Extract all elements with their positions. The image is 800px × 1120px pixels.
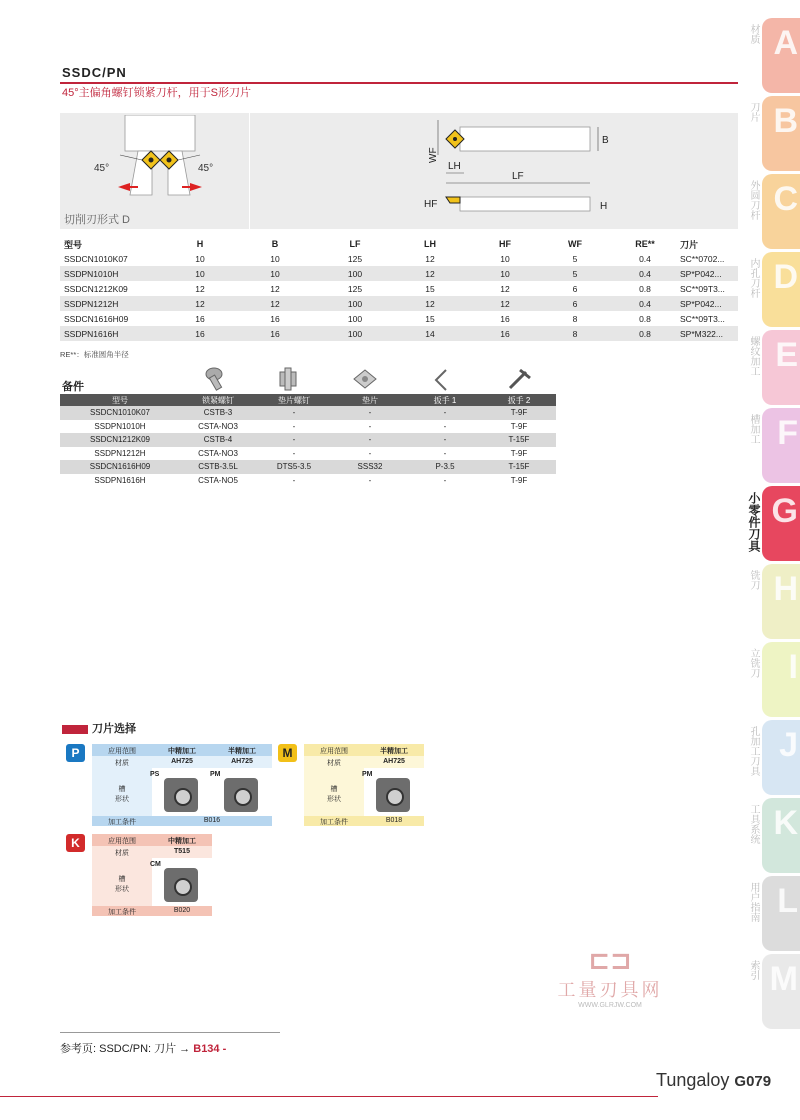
watermark bbox=[540, 945, 680, 1009]
shim-icon bbox=[352, 366, 378, 392]
table-row bbox=[60, 266, 738, 281]
label-condition: 加工条件 bbox=[320, 819, 348, 826]
cell-lf: 100 bbox=[320, 296, 390, 311]
side-tab-label: 内孔刀杆 bbox=[748, 258, 759, 298]
cell-clamp-screw: CSTA-NO5 bbox=[198, 475, 238, 485]
cell-h: 16 bbox=[170, 326, 230, 341]
dim-b: B bbox=[602, 135, 609, 146]
cell-hf: 12 bbox=[470, 296, 540, 311]
cell-lh: 12 bbox=[390, 266, 470, 281]
cell-wrench-1: - bbox=[408, 433, 482, 447]
cell-lh: 14 bbox=[390, 326, 470, 341]
cell-clamp-screw: CSTA-NO3 bbox=[198, 421, 238, 431]
brand-name: Tungaloy bbox=[656, 1070, 730, 1090]
cell-hf: 16 bbox=[500, 313, 510, 324]
cell-wrench-1: - bbox=[408, 406, 482, 420]
side-tab-label: 用户指南 bbox=[748, 882, 759, 922]
side-tab-h[interactable] bbox=[748, 564, 800, 639]
side-tab-label: 铣刀 bbox=[748, 570, 759, 590]
table-row bbox=[60, 281, 738, 296]
side-tab-label: 孔加工刀具 bbox=[748, 726, 759, 776]
hex-key-icon bbox=[430, 366, 454, 392]
brand-footer bbox=[656, 1070, 771, 1091]
cell-insert: SC**0702... bbox=[680, 253, 725, 264]
col-header: 垫片 bbox=[332, 394, 408, 406]
shim-screw-icon bbox=[276, 366, 300, 392]
insert-group-k bbox=[66, 834, 212, 918]
col-header: LH bbox=[424, 239, 436, 249]
side-tab-letter: L bbox=[777, 882, 798, 920]
cell-wrench-2: T-15F bbox=[482, 460, 556, 474]
side-tab-a[interactable] bbox=[748, 18, 800, 93]
col-header: 扳手 2 bbox=[482, 394, 556, 406]
cell-shim-screw: - bbox=[292, 421, 296, 431]
table-row bbox=[60, 296, 738, 311]
dim-wf: WF bbox=[428, 147, 439, 163]
cell-shim: - bbox=[368, 475, 372, 485]
cell-b: 16 bbox=[270, 313, 280, 324]
cell-hf: 12 bbox=[500, 283, 510, 294]
cell-b: 16 bbox=[230, 326, 320, 341]
cell-model: SSDPN1616H bbox=[94, 475, 146, 485]
table-row bbox=[60, 433, 556, 447]
col-header: 扳手 1 bbox=[408, 394, 482, 406]
cell-model: SSDCN1616H09 bbox=[60, 460, 180, 474]
side-tab-g[interactable] bbox=[747, 486, 800, 561]
reference-rule bbox=[60, 1032, 280, 1033]
cell-shim: - bbox=[368, 448, 372, 458]
table-header-row bbox=[60, 394, 556, 406]
cell-h: 10 bbox=[170, 266, 230, 281]
p-range-1: 中精加工 bbox=[168, 748, 196, 755]
insert-selection-heading bbox=[62, 720, 136, 736]
cell-wf: 8 bbox=[572, 313, 578, 324]
side-tab-f[interactable] bbox=[748, 408, 800, 483]
side-tab-label: 槽加工 bbox=[748, 414, 759, 444]
p-grade-1: AH725 bbox=[171, 758, 193, 765]
side-tab-label: 小零件刀具 bbox=[747, 492, 761, 552]
cell-shim-screw: DTS5-3.5 bbox=[256, 460, 332, 474]
p-grade-2: AH725 bbox=[231, 758, 253, 765]
cell-h: 12 bbox=[195, 283, 205, 294]
cell-lh: 12 bbox=[390, 296, 470, 311]
cell-wf: 5 bbox=[540, 266, 610, 281]
iso-m-badge: M bbox=[278, 744, 297, 762]
col-header: RE** bbox=[635, 239, 655, 249]
cell-shim: - bbox=[332, 406, 408, 420]
cell-wrench-2: T-15F bbox=[482, 433, 556, 447]
cell-model: SSDCN1010K07 bbox=[64, 253, 128, 264]
cell-wrench-1: - bbox=[443, 421, 447, 431]
cell-re: 0.4 bbox=[639, 253, 651, 264]
table-header-row bbox=[60, 237, 738, 251]
side-tab-m[interactable] bbox=[748, 954, 800, 1029]
k-condition: B020 bbox=[173, 907, 191, 914]
cell-wf: 6 bbox=[572, 283, 578, 294]
cell-model: SSDCN1212K09 bbox=[60, 433, 180, 447]
insert-image-cm bbox=[164, 868, 198, 902]
col-header: LF bbox=[349, 239, 361, 249]
dim-lf: LF bbox=[512, 171, 524, 182]
table-row bbox=[60, 311, 738, 326]
cell-lh: 12 bbox=[425, 253, 435, 264]
side-tab-letter: C bbox=[773, 180, 798, 218]
label-chipbreaker: 槽 形状 bbox=[115, 786, 129, 803]
watermark-logo-icon: ⊏⊐ bbox=[588, 945, 632, 975]
side-tab-i[interactable] bbox=[748, 642, 800, 717]
side-tab-letter: E bbox=[775, 336, 798, 374]
side-tab-j[interactable] bbox=[748, 720, 800, 795]
holder-dimension-drawing bbox=[420, 115, 660, 225]
p-chip-2: PM bbox=[210, 771, 221, 778]
label-range: 应用范围 bbox=[108, 748, 136, 755]
cell-shim: - bbox=[332, 433, 408, 447]
cell-hf: 10 bbox=[500, 253, 510, 264]
cell-model: SSDPN1010H bbox=[94, 421, 146, 431]
cell-shim-screw: - bbox=[256, 433, 332, 447]
side-tab-l[interactable] bbox=[748, 876, 800, 951]
table-row bbox=[60, 406, 556, 420]
cell-shim-screw: - bbox=[292, 448, 296, 458]
cell-b: 12 bbox=[230, 296, 320, 311]
cell-wf: 6 bbox=[540, 296, 610, 311]
insert-group-p bbox=[66, 744, 272, 828]
m-grade-1: AH725 bbox=[383, 758, 405, 765]
cell-clamp-screw: CSTA-NO3 bbox=[198, 448, 238, 458]
col-header: HF bbox=[499, 239, 511, 249]
page-subtitle: 45°主偏角螺钉锁紧刀杆，用于S形刀片 bbox=[62, 87, 251, 99]
side-tab-label: 工具系统 bbox=[748, 804, 759, 844]
side-tab-label: 索引 bbox=[748, 960, 759, 980]
side-tab-d[interactable] bbox=[748, 252, 800, 327]
col-header: 刀片 bbox=[680, 239, 699, 250]
dim-h: H bbox=[600, 201, 608, 212]
cell-model: SSDPN1212H bbox=[94, 448, 146, 458]
cell-insert: SP*P042... bbox=[680, 266, 738, 281]
angle-left: 45° bbox=[94, 163, 110, 174]
p-range-2: 半精加工 bbox=[228, 748, 256, 755]
col-header: WF bbox=[568, 239, 582, 249]
cell-model: SSDCN1616H09 bbox=[64, 313, 129, 324]
table-row bbox=[60, 326, 738, 341]
insert-image-pm bbox=[224, 778, 258, 812]
cell-re: 0.4 bbox=[610, 266, 680, 281]
cell-shim: SSS32 bbox=[332, 460, 408, 474]
side-tab-letter: G bbox=[771, 492, 798, 530]
cell-wf: 5 bbox=[572, 253, 578, 264]
cell-clamp-screw: CSTB-3 bbox=[180, 406, 256, 420]
side-tab-letter: A bbox=[773, 24, 798, 62]
table-row bbox=[60, 474, 556, 488]
torx-key-icon bbox=[506, 366, 532, 392]
cell-lf: 100 bbox=[320, 326, 390, 341]
col-header: 型号 bbox=[60, 394, 180, 406]
cell-b: 10 bbox=[270, 253, 280, 264]
cutting-edge-label: 切削刃形式 D bbox=[64, 214, 130, 226]
cell-model: SSDCN1010K07 bbox=[60, 406, 180, 420]
side-tab-letter: H bbox=[773, 570, 798, 608]
label-range: 应用范围 bbox=[320, 748, 348, 755]
cell-wrench-1: - bbox=[443, 475, 447, 485]
re-note: RE**：标准圆角半径 bbox=[60, 350, 129, 359]
k-range-1: 中精加工 bbox=[168, 838, 196, 845]
cell-clamp-screw: CSTB-4 bbox=[180, 433, 256, 447]
cell-shim-screw: - bbox=[256, 406, 332, 420]
side-tab-b[interactable] bbox=[748, 96, 800, 171]
side-tab-letter: K bbox=[773, 804, 798, 842]
side-tab-label: 刀片 bbox=[748, 102, 759, 122]
cell-insert: SC**09T3... bbox=[680, 283, 725, 294]
cell-wrench-2: T-9F bbox=[510, 448, 528, 458]
cell-re: 0.8 bbox=[639, 283, 651, 294]
dim-hf: HF bbox=[424, 199, 438, 210]
cell-clamp-screw: CSTB-3.5L bbox=[180, 460, 256, 474]
reference-prefix: 参考页: SSDC/PN: 刀片 → bbox=[60, 1043, 194, 1055]
cell-insert: SP*M322... bbox=[680, 326, 738, 341]
cell-re: 0.8 bbox=[639, 313, 651, 324]
side-tab-letter: M bbox=[769, 960, 798, 998]
cell-model: SSDPN1616H bbox=[60, 326, 170, 341]
cell-hf: 10 bbox=[470, 266, 540, 281]
screw-icon bbox=[202, 366, 226, 392]
cell-lf: 125 bbox=[347, 283, 363, 294]
side-tab-k[interactable] bbox=[748, 798, 800, 873]
m-chip-1: PM bbox=[362, 771, 373, 778]
watermark-url: WWW.GLRJW.COM bbox=[578, 1002, 642, 1009]
side-tab-letter: J bbox=[779, 726, 798, 764]
label-grade: 材质 bbox=[115, 760, 129, 767]
label-grade: 材质 bbox=[115, 850, 129, 857]
label-chipbreaker: 槽 形状 bbox=[327, 786, 341, 803]
page-title: SSDC/PN bbox=[62, 65, 127, 80]
dimension-table bbox=[60, 237, 738, 341]
spare-parts-table bbox=[60, 394, 556, 487]
label-condition: 加工条件 bbox=[108, 909, 136, 916]
col-header: H bbox=[196, 239, 204, 249]
cell-hf: 16 bbox=[470, 326, 540, 341]
cell-lh: 15 bbox=[425, 313, 435, 324]
cell-lf: 100 bbox=[347, 313, 363, 324]
page-number: G079 bbox=[734, 1073, 772, 1090]
side-tab-label: 立铣刀 bbox=[748, 648, 759, 678]
col-header: 垫片螺钉 bbox=[256, 394, 332, 406]
parts-title: 备件 bbox=[62, 381, 84, 393]
cell-model: SSDPN1010H bbox=[60, 266, 170, 281]
cell-b: 12 bbox=[270, 283, 280, 294]
cell-wrench-1: P-3.5 bbox=[408, 460, 482, 474]
cell-wf: 8 bbox=[540, 326, 610, 341]
reference-page-link[interactable]: B134 - bbox=[193, 1043, 227, 1055]
insert-image-ps bbox=[164, 778, 198, 812]
col-header: B bbox=[271, 239, 279, 249]
dim-lh: LH bbox=[448, 161, 461, 172]
cell-h: 16 bbox=[195, 313, 205, 324]
side-tab-letter: B bbox=[773, 102, 798, 140]
watermark-name: 工量刃具网 bbox=[557, 980, 663, 1000]
table-row bbox=[60, 251, 738, 266]
cell-wrench-1: - bbox=[443, 448, 447, 458]
cell-lh: 15 bbox=[425, 283, 435, 294]
cell-insert: SC**09T3... bbox=[680, 313, 725, 324]
cell-insert: SP*P042... bbox=[680, 296, 738, 311]
table-row bbox=[60, 447, 556, 461]
side-tab-letter: F bbox=[777, 414, 798, 452]
cell-wrench-2: T-9F bbox=[510, 421, 528, 431]
side-tab-letter: D bbox=[773, 258, 798, 296]
reference-line bbox=[60, 1040, 226, 1056]
cutting-edge-diagram bbox=[80, 115, 240, 209]
cell-model: SSDPN1212H bbox=[60, 296, 170, 311]
cell-lf: 100 bbox=[320, 266, 390, 281]
cell-shim: - bbox=[368, 421, 372, 431]
cell-re: 0.4 bbox=[610, 296, 680, 311]
side-tab-e[interactable] bbox=[748, 330, 800, 405]
side-tab-label: 外圆刀杆 bbox=[748, 180, 759, 220]
label-chipbreaker: 槽 形状 bbox=[115, 876, 129, 893]
heading-bar bbox=[62, 725, 88, 734]
col-header: 锁紧螺钉 bbox=[180, 394, 256, 406]
cell-re: 0.8 bbox=[610, 326, 680, 341]
side-tab-letter: I bbox=[788, 648, 798, 686]
m-range-1: 半精加工 bbox=[380, 748, 408, 755]
footer-rule bbox=[0, 1096, 658, 1097]
k-chip-1: CM bbox=[150, 861, 161, 868]
p-condition: B016 bbox=[203, 817, 221, 824]
iso-p-badge: P bbox=[66, 744, 85, 762]
cell-h: 10 bbox=[195, 253, 205, 264]
cell-wrench-2: T-9F bbox=[482, 406, 556, 420]
label-grade: 材质 bbox=[327, 760, 341, 767]
side-tab-c[interactable] bbox=[748, 174, 800, 249]
col-header: 型号 bbox=[64, 239, 83, 250]
insert-selection-title: 刀片选择 bbox=[92, 723, 136, 735]
cell-h: 12 bbox=[170, 296, 230, 311]
cell-wrench-2: T-9F bbox=[510, 475, 528, 485]
table-row bbox=[60, 420, 556, 434]
cell-lf: 125 bbox=[347, 253, 363, 264]
k-grade-1: T515 bbox=[174, 848, 190, 855]
table-row bbox=[60, 460, 556, 474]
cell-shim-screw: - bbox=[292, 475, 296, 485]
panel-divider bbox=[249, 113, 250, 229]
m-condition: B018 bbox=[385, 817, 403, 824]
insert-image-pm bbox=[376, 778, 410, 812]
angle-right: 45° bbox=[198, 163, 214, 174]
p-chip-1: PS bbox=[150, 771, 160, 778]
side-tab-label: 材质 bbox=[748, 24, 759, 44]
label-condition: 加工条件 bbox=[108, 819, 136, 826]
label-range: 应用范围 bbox=[108, 838, 136, 845]
insert-group-m bbox=[278, 744, 424, 828]
side-tab-label: 螺纹加工 bbox=[748, 336, 759, 376]
iso-k-badge: K bbox=[66, 834, 85, 852]
cell-b: 10 bbox=[230, 266, 320, 281]
tool-drawing-panel bbox=[60, 113, 738, 229]
cell-model: SSDCN1212K09 bbox=[64, 283, 128, 294]
